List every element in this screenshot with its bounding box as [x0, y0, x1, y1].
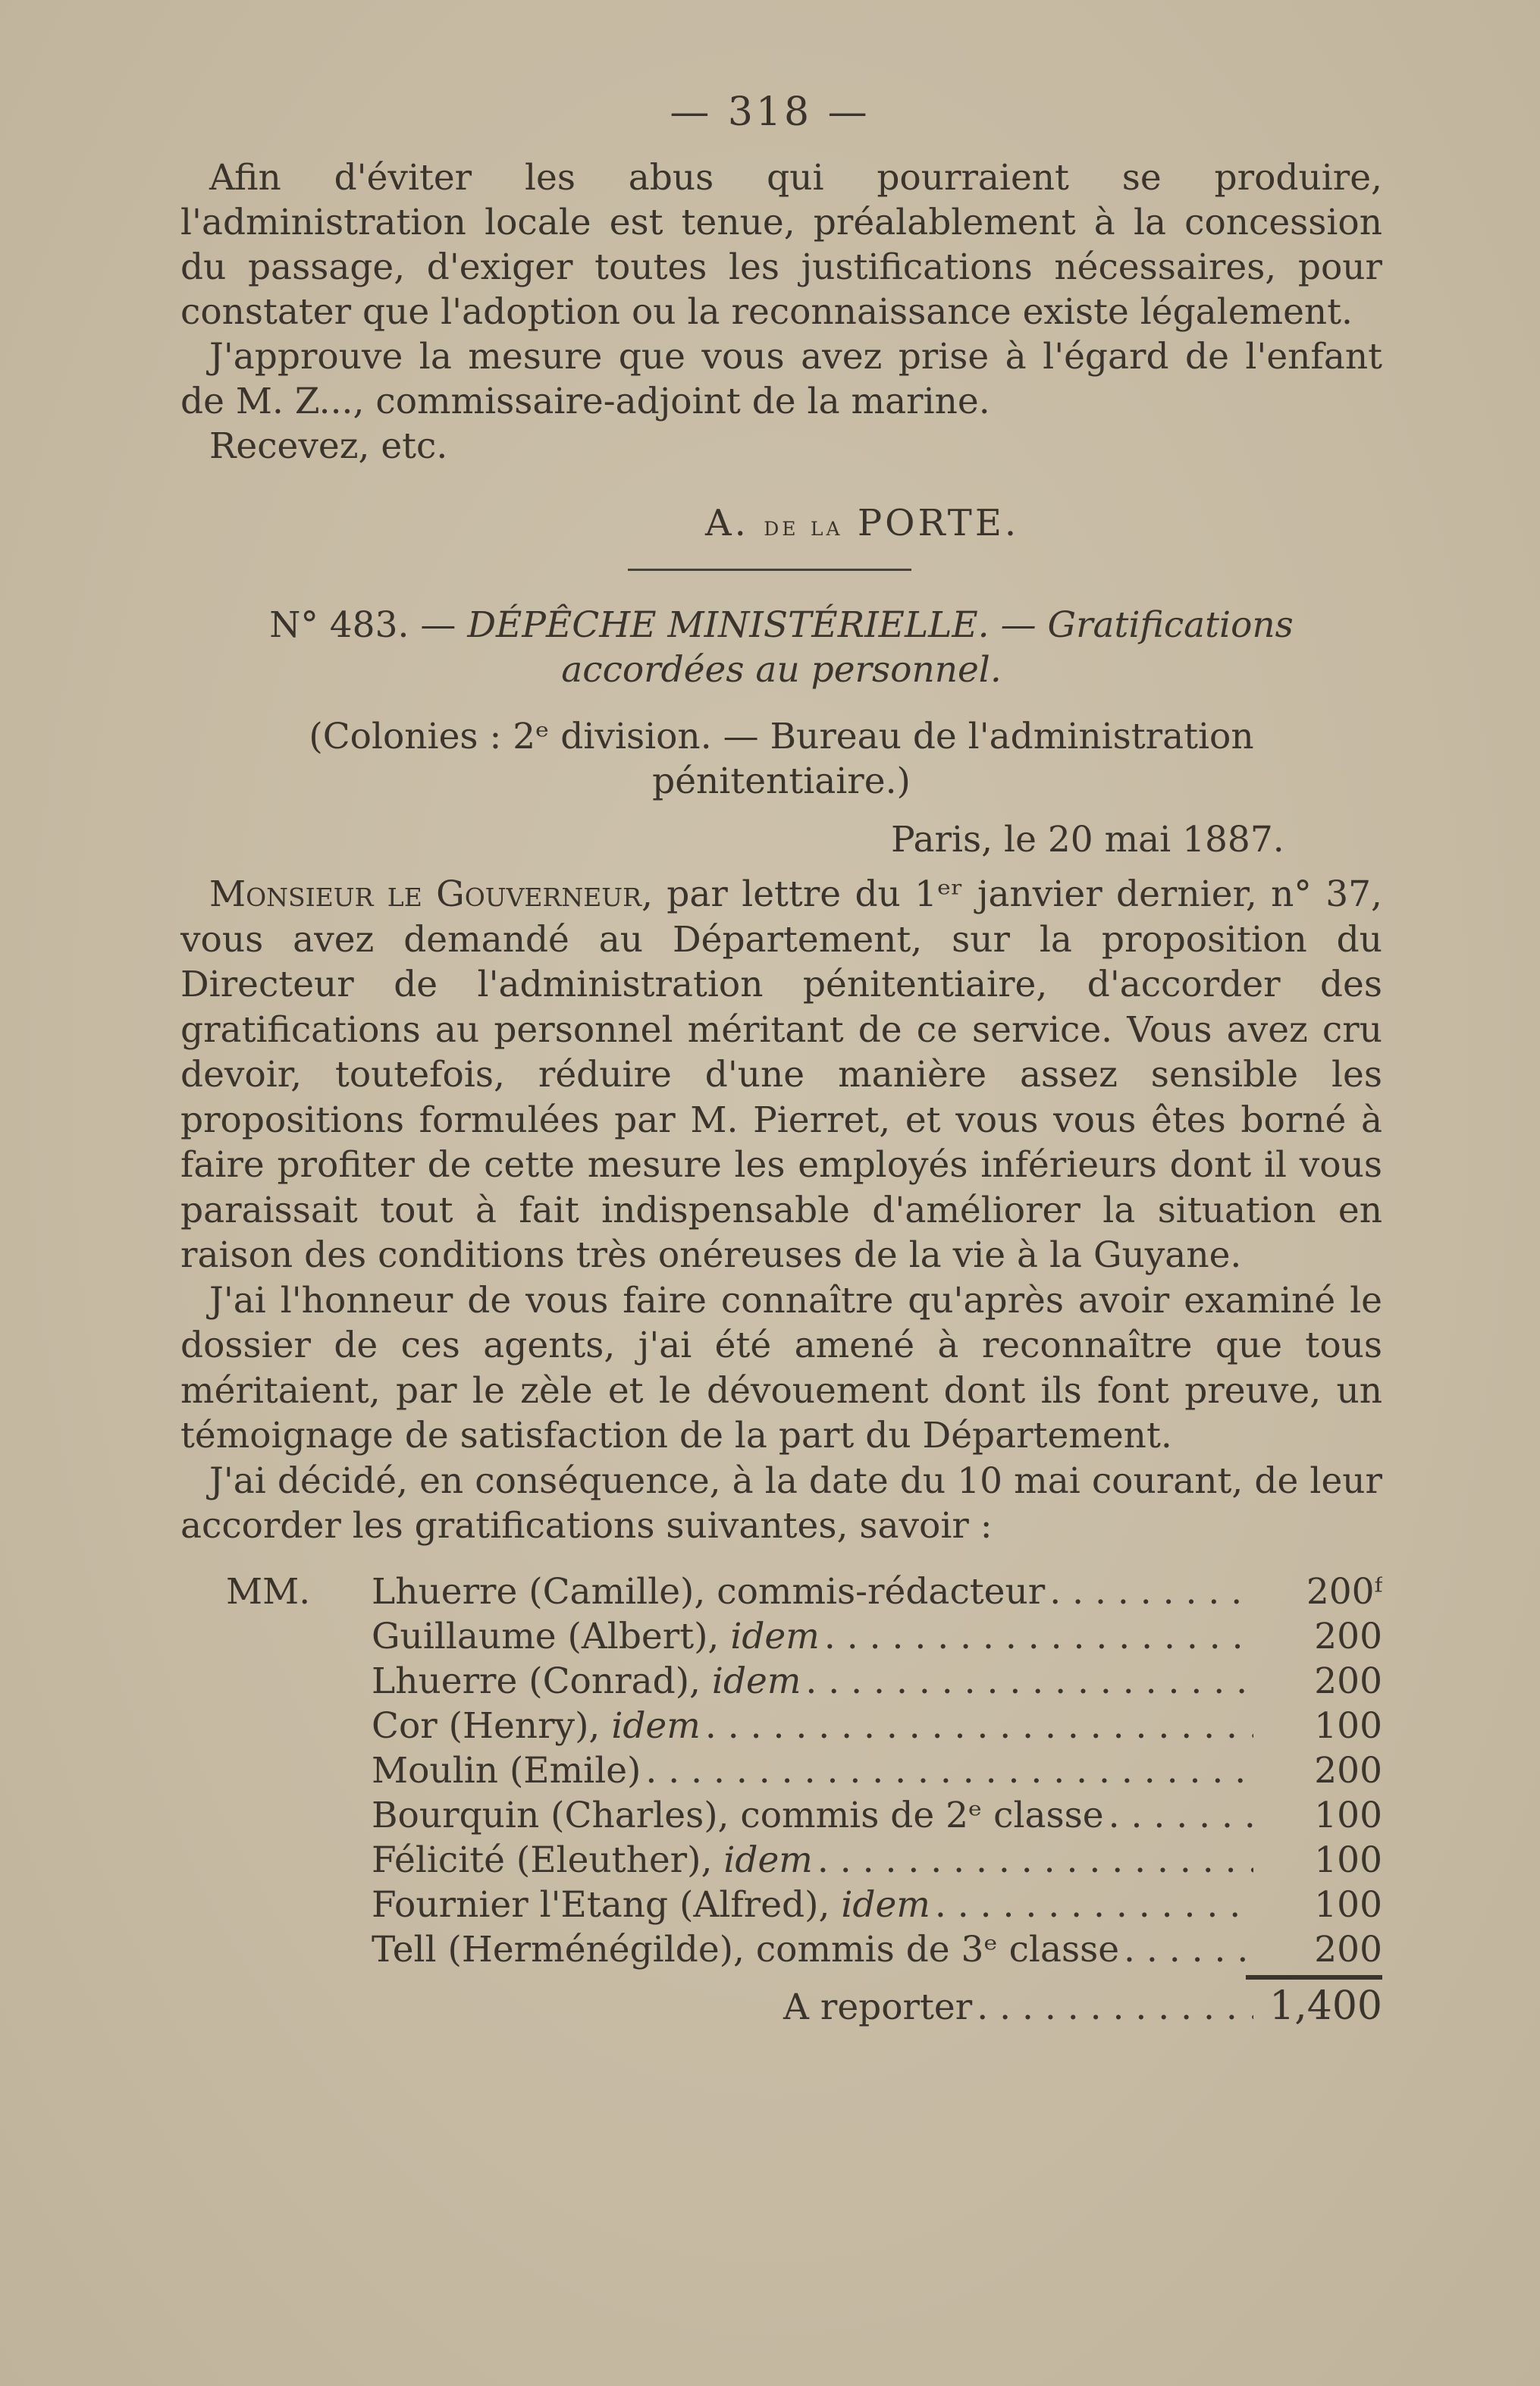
list-item-amount: 100 [1314, 1705, 1382, 1747]
leader-dots [820, 1614, 1253, 1659]
dispatch-heading [180, 603, 1382, 692]
list-item-amount: 200ᶠ [1306, 1571, 1382, 1613]
intro-paragraph-2: J'approuve la mesure que vous avez prise à l'égard de l'enfant de M. Z..., commissaire-adjoint de la marine. [180, 336, 1382, 422]
list-item-amount: 200 [1314, 1660, 1382, 1702]
list-item [180, 1883, 1382, 1927]
leader-dots [1119, 1927, 1253, 1972]
employee-name: Lhuerre (Conrad), [372, 1660, 712, 1702]
signature [705, 502, 1019, 544]
total-rule [1246, 1975, 1382, 1980]
list-item-name [372, 1838, 813, 1883]
employee-name: Félicité (Eleuther), [372, 1839, 724, 1881]
list-item-name [372, 1927, 1119, 1972]
idem-mark: idem [711, 1660, 801, 1702]
list-item-amount: 100 [1314, 1884, 1382, 1926]
employee-name: Cor (Henry), [372, 1705, 612, 1747]
list-item-prefix: MM. [226, 1571, 311, 1613]
letter-paragraph-1-text: , par lettre du 1ᵉʳ janvier dernier, n° 37, vous avez demandé au Département, sur la proposition du Directeur de l'administration pénitentiaire, d'accorder des gratifications au personnel méritant de ce service. Vous avez cru devoir, toutefois, réduire d'une manière assez sensible les propositions formulées par M. Pierret, et vous vous êtes borné à faire profiter de cette mesure les employés inférieurs dont il vous paraissait tout à fait indispensable d'améliorer la situation en raison des conditions très onéreuses de la vie à la Guyane. [180, 873, 1382, 1276]
list-item [180, 1838, 1382, 1883]
section-divider [628, 569, 911, 571]
list-item-amount: 100 [1314, 1839, 1382, 1881]
leader-dots [701, 1704, 1253, 1748]
intro-section [180, 155, 1382, 469]
list-item-name [372, 1883, 930, 1927]
leader-dots [801, 1659, 1253, 1704]
list-item [180, 1704, 1382, 1748]
dispatch-date: Paris, le 20 mai 1887. [891, 819, 1284, 861]
leader-dots [972, 1985, 1253, 2029]
leader-dots [641, 1748, 1253, 1793]
dispatch-subtitle-2: accordées au personnel. [561, 649, 1002, 691]
employee-name: Tell (Herménégilde), commis de 3ᵉ classe [372, 1929, 1120, 1971]
dispatch-title: DÉPÊCHE MINISTÉRIELLE. [467, 604, 990, 646]
idem-mark: idem [841, 1884, 930, 1926]
list-item-name [372, 1569, 1045, 1614]
letter-paragraph-1 [180, 872, 1382, 1278]
letter-paragraph-3: J'ai décidé, en conséquence, à la date du 10 mai courant, de leur accorder les gratifications suivantes, savoir : [180, 1460, 1382, 1547]
dispatch-subtitle-1: — Gratifications [1000, 604, 1294, 646]
list-item-name [372, 1614, 820, 1659]
list-item-name [372, 1748, 641, 1793]
leader-dots [813, 1838, 1253, 1883]
list-item-amount: 100 [1314, 1795, 1382, 1836]
department-line-1: (Colonies : 2ᵉ division. — Bureau de l'administration [309, 716, 1254, 757]
list-item-amount: 200 [1314, 1929, 1382, 1971]
employee-name: Moulin (Emile) [372, 1750, 641, 1792]
intro-closing: Recevez, etc. [209, 425, 448, 467]
signature-initial: A. [705, 502, 749, 544]
list-item [180, 1614, 1382, 1659]
leader-dots [1045, 1569, 1253, 1614]
page-number: — 318 — [670, 89, 870, 135]
list-item [180, 1659, 1382, 1704]
dispatch-department [180, 714, 1382, 804]
employee-name: Lhuerre (Camille), commis-rédacteur [372, 1571, 1046, 1613]
leader-dots [930, 1883, 1253, 1927]
idem-mark: idem [723, 1839, 813, 1881]
list-item-name [372, 1793, 1104, 1838]
carry-forward-amount: 1,400 [1269, 1984, 1382, 2029]
idem-mark: idem [730, 1616, 820, 1657]
dispatch-number: N° 483. — [269, 604, 456, 646]
letter-body [180, 872, 1382, 1549]
list-item-name [372, 1704, 701, 1748]
salutation: Monsieur le Gouverneur [209, 873, 641, 915]
gratifications-list [180, 1569, 1382, 2029]
list-item-amount: 200 [1314, 1616, 1382, 1657]
carry-forward-label: A reporter [783, 1986, 973, 2028]
idem-mark: idem [611, 1705, 701, 1747]
list-item [180, 1927, 1382, 1972]
letter-paragraph-2: J'ai l'honneur de vous faire connaître qu'après avoir examiné le dossier de ces agents, j'ai été amené à reconnaître que tous méritaient, par le zèle et le dévouement dont ils font preuve, un témoignage de satisfaction de la part du Département. [180, 1279, 1382, 1456]
intro-paragraph-1: Afin d'éviter les abus qui pourraient se produire, l'administration locale est tenue, préalablement à la concession du passage, d'exiger toutes les justifications nécessaires, pour constater que l'adoption ou la reconnaissance existe légalement. [180, 157, 1382, 333]
employee-name: Fournier l'Etang (Alfred), [372, 1884, 842, 1926]
employee-name: Bourquin (Charles), commis de 2ᵉ classe [372, 1795, 1104, 1836]
list-item-name [372, 1659, 801, 1704]
signature-particle: de la [764, 511, 843, 542]
list-item [180, 1569, 1382, 1614]
department-line-2: pénitentiaire.) [652, 760, 911, 802]
employee-name: Guillaume (Albert), [372, 1616, 731, 1657]
carry-forward-row [180, 1984, 1382, 2029]
signature-name: PORTE. [857, 502, 1020, 544]
list-item-amount: 200 [1314, 1750, 1382, 1792]
list-item [180, 1793, 1382, 1838]
leader-dots [1104, 1793, 1253, 1838]
list-item [180, 1748, 1382, 1793]
